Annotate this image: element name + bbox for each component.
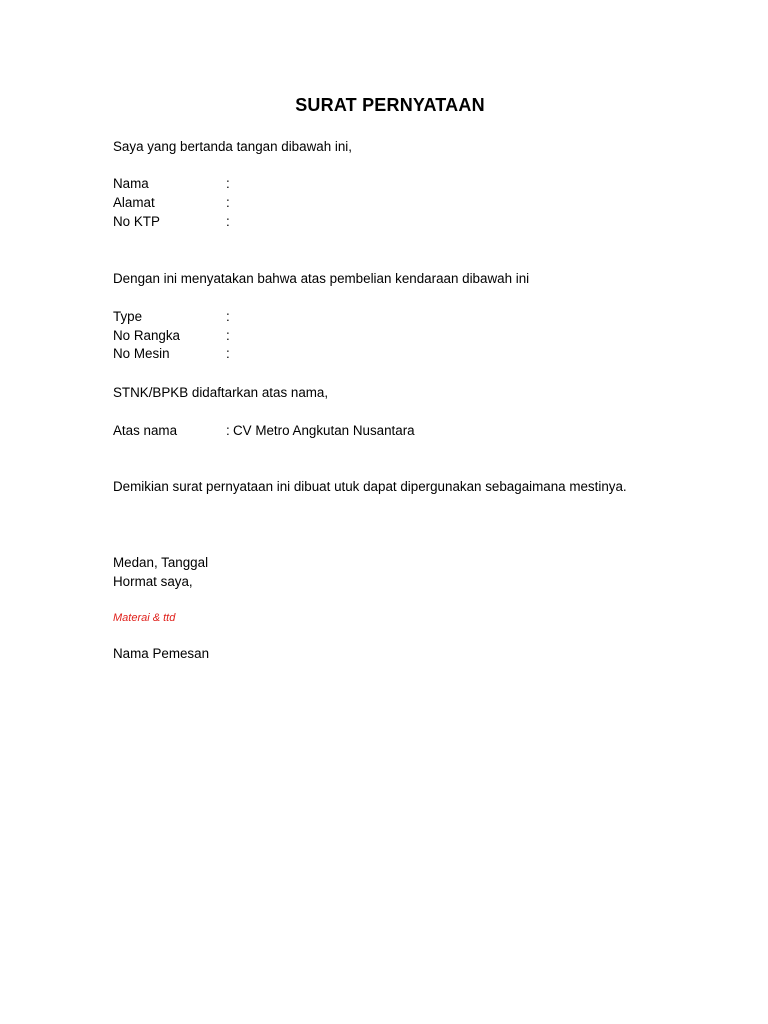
field-label: No KTP [113, 214, 160, 229]
registered-name-value: CV Metro Angkutan Nusantara [233, 423, 415, 438]
closing-text: Demikian surat pernyataan ini dibuat utuk dapat dipergunakan sebagaimana mestinya. [113, 479, 627, 494]
field-label: Nama [113, 176, 149, 191]
signature-name: Nama Pemesan [113, 646, 210, 661]
field-colon: : [226, 346, 230, 361]
field-label: Alamat [113, 195, 155, 210]
field-label: No Rangka [113, 328, 180, 343]
field-colon: : [226, 195, 230, 210]
field-colon: : [226, 328, 230, 343]
regards-text: Hormat saya, [113, 574, 193, 589]
registration-text: STNK/BPKB didaftarkan atas nama, [113, 385, 329, 400]
field-colon: : [226, 176, 230, 191]
field-colon: : [226, 309, 230, 324]
intro-text: Saya yang bertanda tangan dibawah ini, [113, 139, 352, 154]
place-date: Medan, Tanggal [113, 555, 209, 570]
statement-text: Dengan ini menyatakan bahwa atas pembelian kendaraan dibawah ini [113, 271, 530, 286]
document-title: SURAT PERNYATAAN [295, 95, 485, 115]
signature-note: Materai & ttd [113, 612, 176, 624]
field-label: Atas nama [113, 423, 178, 438]
field-label: No Mesin [113, 346, 170, 361]
field-colon: : [226, 214, 230, 229]
field-colon: : [226, 423, 230, 438]
field-label: Type [113, 309, 143, 324]
